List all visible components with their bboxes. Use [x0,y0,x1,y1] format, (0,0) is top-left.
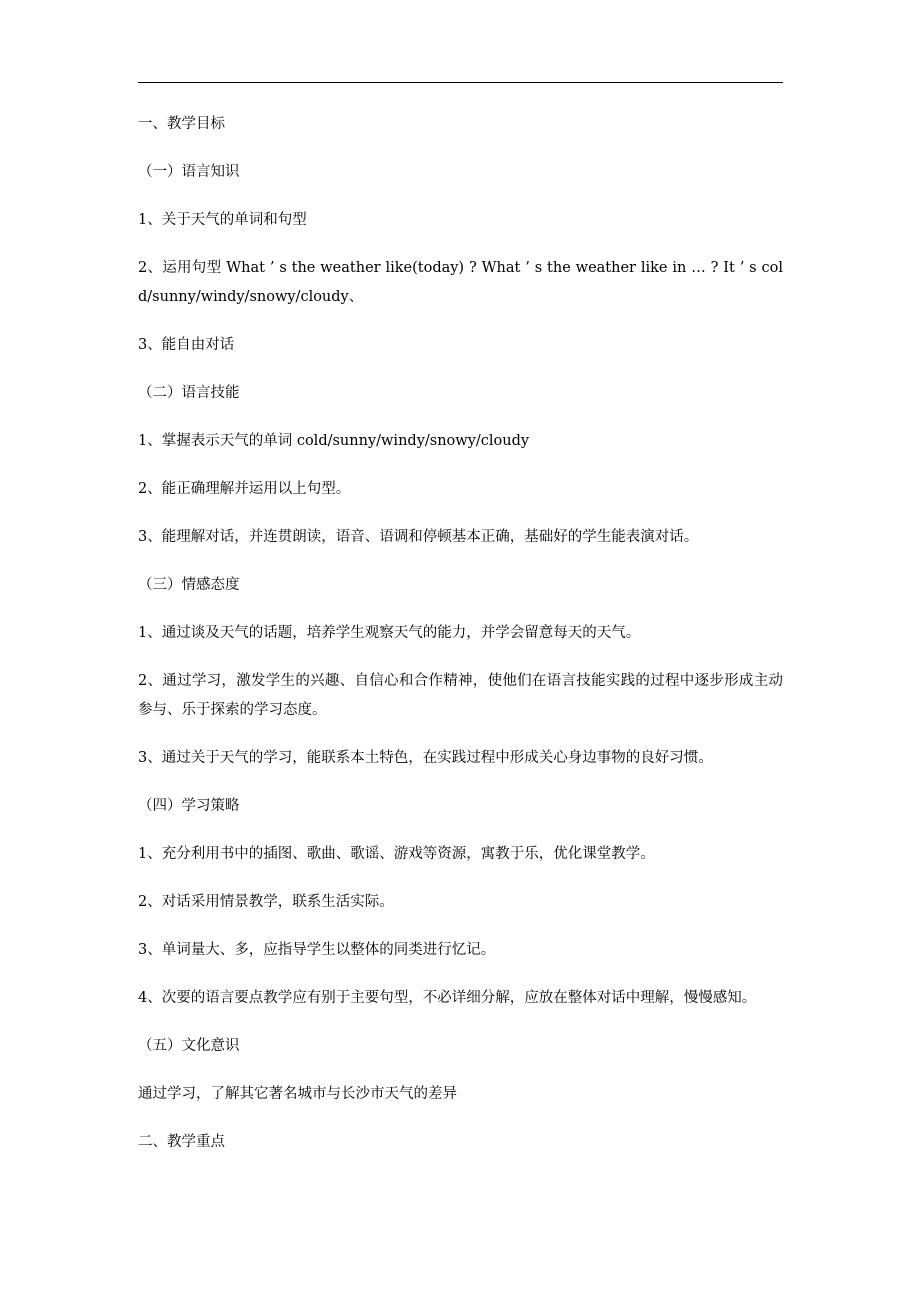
list-item: 2、通过学习，激发学生的兴趣、自信心和合作精神，使他们在语言技能实践的过程中逐步形成主动参与、乐于探索的学习态度。 [138,673,783,718]
subsection-heading: （三）情感态度 [138,577,240,593]
list-item: 3、能理解对话，并连贯朗读，语音、语调和停顿基本正确，基础好的学生能表演对话。 [138,529,699,545]
list-item: 3、能自由对话 [138,337,235,353]
list-item: 1、关于天气的单词和句型 [138,212,307,228]
section-heading: 一、教学目标 [138,116,225,132]
list-item: 1、通过谈及天气的话题，培养学生观察天气的能力，并学会留意每天的天气。 [138,625,641,641]
list-item: 2、能正确理解并运用以上句型。 [138,481,351,497]
list-item: 3、通过关于天气的学习，能联系本土特色，在实践过程中形成关心身边事物的良好习惯。 [138,750,713,766]
subsection-heading: （五）文化意识 [138,1038,240,1054]
subsection-heading: （二）语言技能 [138,385,240,401]
document-body [138,110,783,1176]
subsection-heading: （四）学习策略 [138,798,240,814]
subsection-heading: （一）语言知识 [138,164,240,180]
list-item: 4、次要的语言要点教学应有别于主要句型，不必详细分解，应放在整体对话中理解，慢慢感知。 [138,990,757,1006]
section-heading: 二、教学重点 [138,1134,225,1150]
paragraph: 通过学习，了解其它著名城市与长沙市天气的差异 [138,1086,457,1102]
list-item: 2、对话采用情景教学，联系生活实际。 [138,894,394,910]
list-item: 1、掌握表示天气的单词 cold/sunny/windy/snowy/cloudy [138,433,530,449]
header-rule [138,82,783,83]
list-item: 2、运用句型 What ’ s the weather like(today) ? What ’ s the weather like in … ? It ’ s cold/sunny/windy/snowy/cloudy、 [138,260,783,305]
list-item: 1、充分利用书中的插图、歌曲、歌谣、游戏等资源，寓教于乐，优化课堂教学。 [138,846,655,862]
list-item: 3、单词量大、多，应指导学生以整体的同类进行忆记。 [138,942,496,958]
